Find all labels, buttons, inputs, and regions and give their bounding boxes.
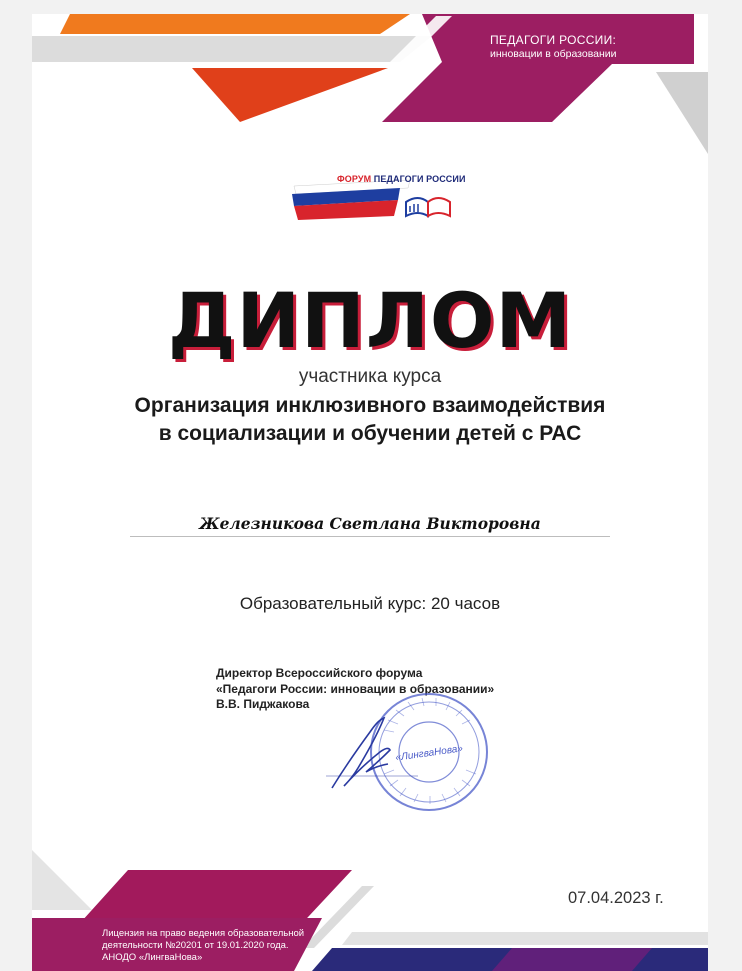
license-text [102,928,304,964]
diploma-title: ДИПЛОМ [167,276,573,365]
license-line3: АНОДО «ЛингваНова» [102,951,203,963]
header-org-text [490,34,617,60]
director-line2: «Педагоги России: инновации в образовании» [216,681,495,696]
director-line3: В.В. Пиджакова [216,697,310,712]
license-line1: Лицензия на право ведения образовательной [102,928,305,939]
logo-text-name: ПЕДАГОГИ РОССИИ [373,174,466,184]
course-title-line2: в социализации и обучении детей с РАС [158,422,582,446]
recipient-name: Железникова Светлана Викторовна [199,514,541,533]
director-signature [318,702,428,802]
bottom-gray-band [342,932,708,945]
top-red-triangle [192,68,388,122]
license-line2: деятельности №20201 от 19.01.2020 года. [102,939,289,951]
director-line1: Директор Всероссийского форума [216,666,423,680]
book-icon [406,198,450,216]
top-right-gray-triangle [656,72,708,154]
diploma-subtitle: участника курса [298,366,442,387]
stamp-center-text: «ЛингваНова» [394,743,464,764]
diploma-page [32,14,708,971]
logo-text-forum: ФОРУМ [337,174,372,184]
logo-text [337,174,466,184]
course-title [32,392,708,449]
header-org-line2: инновации в образовании [490,47,617,60]
top-orange-strip [60,14,410,34]
recipient-underline [130,536,610,537]
issue-date: 07.04.2023 г. [568,889,664,907]
bottom-left-gray-triangle [32,850,92,910]
header-org-line1: ПЕДАГОГИ РОССИИ: [490,33,617,47]
top-gray-band [32,36,432,62]
course-title-line1: Организация инклюзивного взаимодействия [134,394,606,417]
course-hours: Образовательный курс: 20 часов [239,594,501,613]
bottom-purple-accent [492,948,652,971]
decorative-background [32,14,708,971]
